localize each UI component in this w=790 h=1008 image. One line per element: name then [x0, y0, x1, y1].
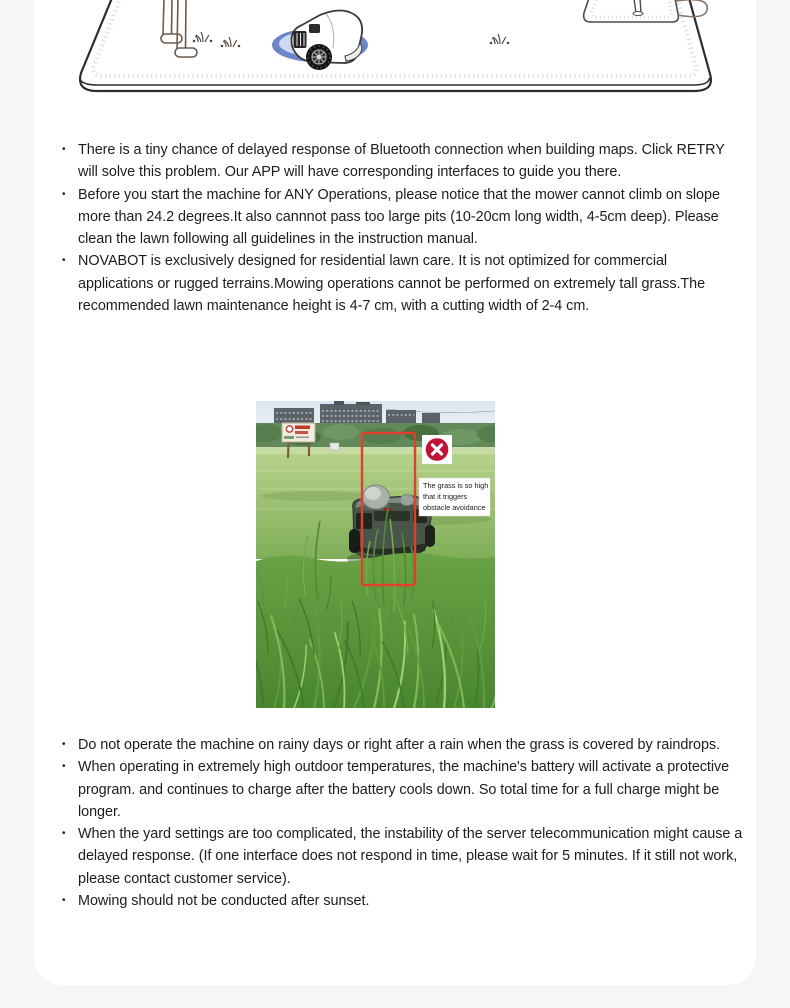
x-icon — [422, 435, 452, 464]
notes-bottom-list — [62, 734, 746, 912]
note-text: Mowing should not be conducted after sunset. — [78, 893, 370, 910]
bullet-dot: • — [62, 188, 66, 200]
tall-grass-photo — [256, 401, 495, 708]
list-item — [62, 756, 746, 823]
bullet-dot: • — [62, 895, 66, 907]
caption-line: The grass is so high — [423, 481, 489, 490]
list-item — [62, 734, 746, 756]
bullet-dot: • — [62, 255, 66, 267]
photo-caption — [419, 478, 490, 516]
note-text: There is a tiny chance of delayed response of Bluetooth connection when building maps. Click RETRY will solve this problem. Our APP will have corresponding interfaces to guide you there. — [78, 142, 725, 181]
note-text: Before you start the machine for ANY Operations, please notice that the mower cannot climb on slope more than 24.2 degrees.It also cannnot pass too large pits (10-20cm long width, 4-5cm deep). Please clean the lawn following all guidelines in the instruction manual. — [78, 186, 720, 248]
bullet-dot: • — [62, 739, 66, 750]
bullet-dot: • — [62, 828, 66, 840]
list-item — [62, 823, 746, 890]
note-text: NOVABOT is exclusively designed for residential lawn care. It is not optimized for commercial applications or rugged terrains.Mowing operations cannot be performed on extremely tall grass.The recommended lawn maintenance height is 4-7 cm, with a cutting width of 2-4 cm. — [78, 253, 706, 315]
caption-line: that it triggers — [423, 492, 468, 501]
distant-sign — [330, 443, 339, 450]
bullet-dot: • — [62, 144, 66, 155]
list-item — [62, 139, 746, 184]
list-item — [62, 184, 746, 251]
note-text: Do not operate the machine on rainy days or right after a rain when the grass is covered by raindrops. — [78, 737, 721, 753]
list-item — [62, 250, 746, 317]
bullet-dot: • — [62, 761, 66, 773]
notes-top-list — [62, 139, 746, 317]
note-text: When operating in extremely high outdoor temperatures, the machine's battery will activate a protective program. and continues to charge after the battery cools down. So total time for a full charge might be longer. — [78, 759, 730, 820]
lawn-map-illustration — [60, 0, 730, 104]
caption-line: obstacle avoidance — [423, 503, 486, 512]
list-item — [62, 890, 746, 912]
note-text: When the yard settings are too complicated, the instability of the server telecommunication might cause a delayed response. (If one interface does not respond in time, please wait for 5 minutes. If it still not work, please contact customer service). — [78, 826, 743, 887]
